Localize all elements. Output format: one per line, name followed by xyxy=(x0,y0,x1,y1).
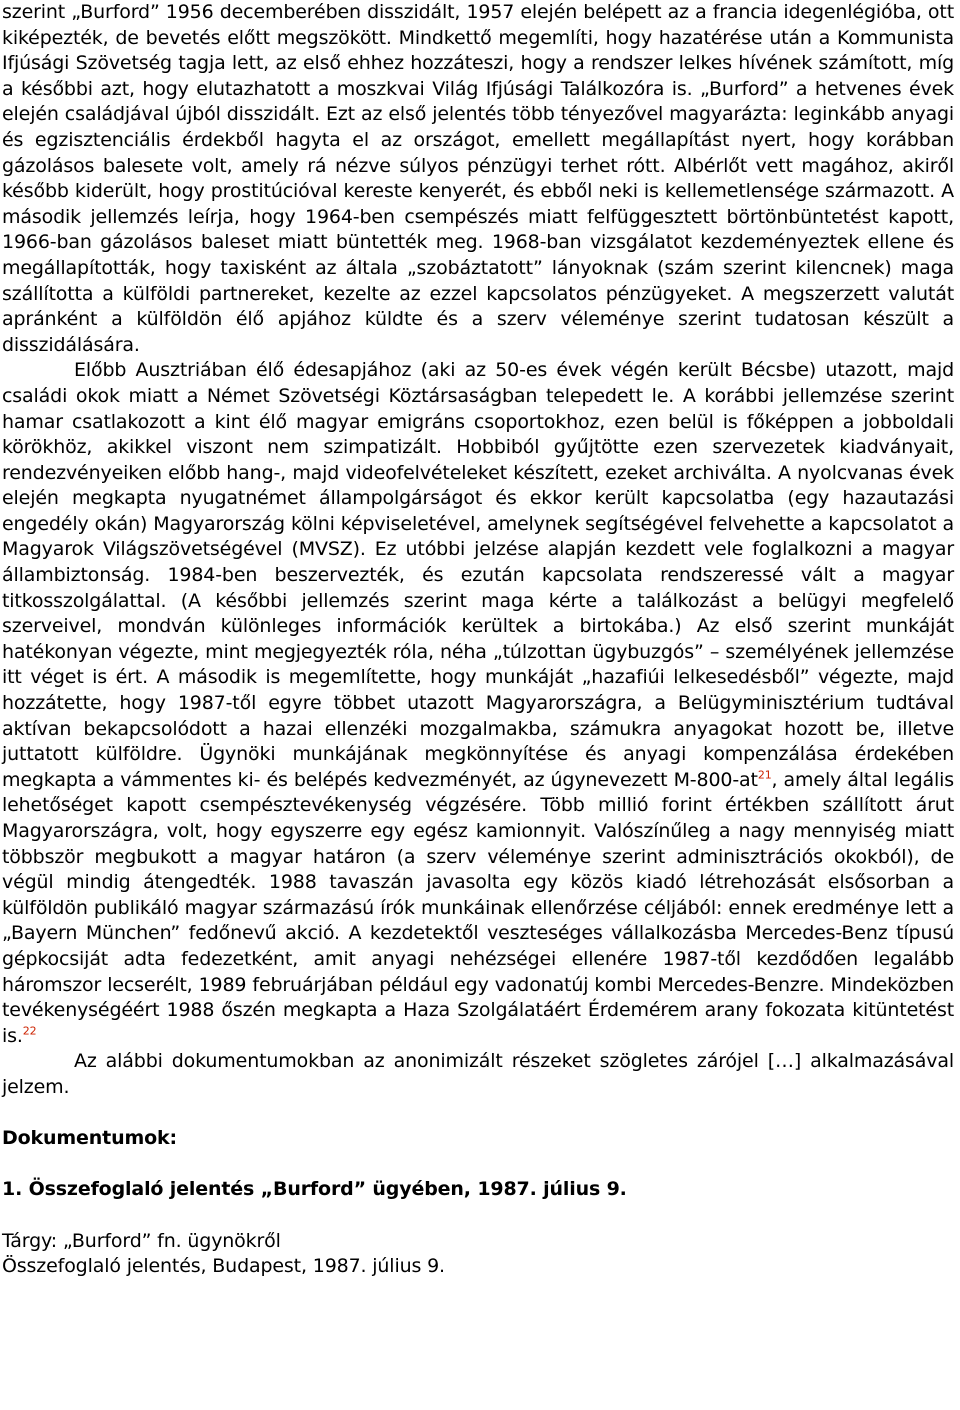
paragraph-3: Az alábbi dokumentumokban az anonimizált részeket szögletes zárójel […] alkalmazásával jelzem. xyxy=(2,1050,954,1098)
paragraph-2-text: Előbb Ausztriában élő édesapjához (aki az 50-es évek végén került Bécsbe) utazott, majd családi okok miatt a Német Szövetségi Köztársaságban telepedett le. A korábbi jellemzése szerint hamar csatlakozott a kint élő magyar emigráns csoportokhoz, ezen belül is főképpen a jobboldali körökhöz, akikkel viszont nem szimpatizált. Hobbiból gyűjtötte ezen szervezetek kiadványait, rendezvényeiken előbb hang-, majd videofelvételeket készített, ezeket archiválta. A nyolcvanas évek elején megkapta nyugatnémet állampolgárságot és ekkor került kapcsolatba (egy hazautazási engedély okán) Magyarország kölni képviseletével, amelynek segítségével felvehette a kapcsolatot a Magyarok Világszövetségével (MVSZ). Ez utóbbi jelzése alapján kezdett vele foglalkozni a magyar állambiztonság. 1984-ben beszervezték, és ezután kapcsolata rendszeressé vált a magyar titkosszolgálattal. (A későbbi jellemzés szerint maga kérte a találkozást a belügyi megfelelő szerveivel, mondván különleges információk kerültek a birtokába.) Az első szerint munkáját hatékonyan végezte, mint megjegyezték róla, néha „túlzottan ügybuzgós” – személyének jellemzése itt véget is ért. A második is megemlítette, hogy munkáját „hazafiúi lelkesedésből” végezte, majd hozzátette, hogy 1987-től egyre többet utazott Magyarországra, a Belügyminisztérium tudtával aktívan bekapcsolódott a hazai ellenzéki mozgalmakba, számukra anyagokat hozott be, illetve juttatott külföldre. Ügynöki munkájának megkönnyítése és anyagi kompenzálása érdekében megkapta a vámmentes ki- és belépés kedvezményét, az úgynevezett M-800-at xyxy=(2,359,954,791)
spacer xyxy=(2,1152,954,1178)
document-heading: 1. Összefoglaló jelentés „Burford” ügyében, 1987. július 9. xyxy=(2,1178,627,1201)
footnote-ref-21[interactable]: 21 xyxy=(757,768,772,782)
document-page xyxy=(2,0,954,1280)
subject-line: Tárgy: „Burford” fn. ügynökről xyxy=(2,1229,281,1252)
section-title: Dokumentumok: xyxy=(2,1127,177,1150)
paragraph-2 xyxy=(2,358,954,1049)
paragraph-2-text-cont: , amely által legális lehetőséget kapott csempésztevékenység végzésére. Több millió forint értékben szállított árut Magyarországra, volt, hogy egyszerre egy egész kamionnyit. Valószínűleg a nagy mennyiség miatt többször megbukott a magyar határon (a szerv véleménye szerint adminisztrációs okokból), de végül mindig átengedték. 1988 tavaszán javasolta egy közös kiadó létrehozását elsősorban a külföldön publikáló magyar származású írók munkáinak ellenőrzése céljából: ennek eredménye lett a „Bayern München” fedőnevű akció. A kezdetektől veszteséges vállalkozásba Mercedes-Benz típusú gépkocsiját adta fedezetként, amit anyagi nehézségei ellenére 1987-től kezdődően legalább háromszor lecserélt, 1989 februárjában például egy vadonatúj kombi Mercedes-Benzre. Mindeközben tevékenységéért 1988 őszén megkapta a Haza Szolgálatáért Érdemérem arany fokozata kitüntetést is. xyxy=(2,768,955,1047)
footnote-ref-22[interactable]: 22 xyxy=(22,1024,37,1038)
paragraph-1: szerint „Burford” 1956 decemberében disszidált, 1957 elején belépett az a francia idegenlégióba, ott kiképezték, de bevetés előtt megszökött. Mindkettő megemlíti, hogy hazatérése után a Kommunista Ifjúsági Szövetség tagja lett, az első ehhez hozzáteszi, hogy a rendszer lelkes hívének számított, míg a későbbi azt, hogy elutazhatott a moszkvai Világ Ifjúsági Találkozóra is. „Burford” a hetvenes évek elején családjával újból disszidált. Ezt az első jelentés több tényezővel magyarázta: leginkább anyagi és egzisztenciális érdekből hagyta el az országot, emellett megállapítást nyert, hogy korábban gázolásos balesete volt, amely rá nézve súlyos pénzügyi terhet rótt. Albérlőt vett magához, akiről később kiderült, hogy prostitúcióval kereste kenyerét, és ebből neki is kellemetlensége származott. A második jellemzés leírja, hogy 1964-ben csempészés miatt felfüggesztett börtönbüntetést kapott, 1966-ban gázolásos baleset miatt büntették meg. 1968-ban vizsgálatot kezdeményeztek ellene és megállapították, hogy taxisként az általa „szobáztatott” lányoknak (szám szerint kilencnek) maga szállította a külföldi partnereket, kezelte az ezzel kapcsolatos pénzügyeket. A megszerzett valutát apránként a külföldön élő apjához küldte és a szerv véleménye szerint tudatosan készült a disszidálására. xyxy=(2,1,954,356)
spacer xyxy=(2,1203,954,1229)
spacer xyxy=(2,1101,954,1127)
report-line: Összefoglaló jelentés, Budapest, 1987. július 9. xyxy=(2,1255,445,1278)
